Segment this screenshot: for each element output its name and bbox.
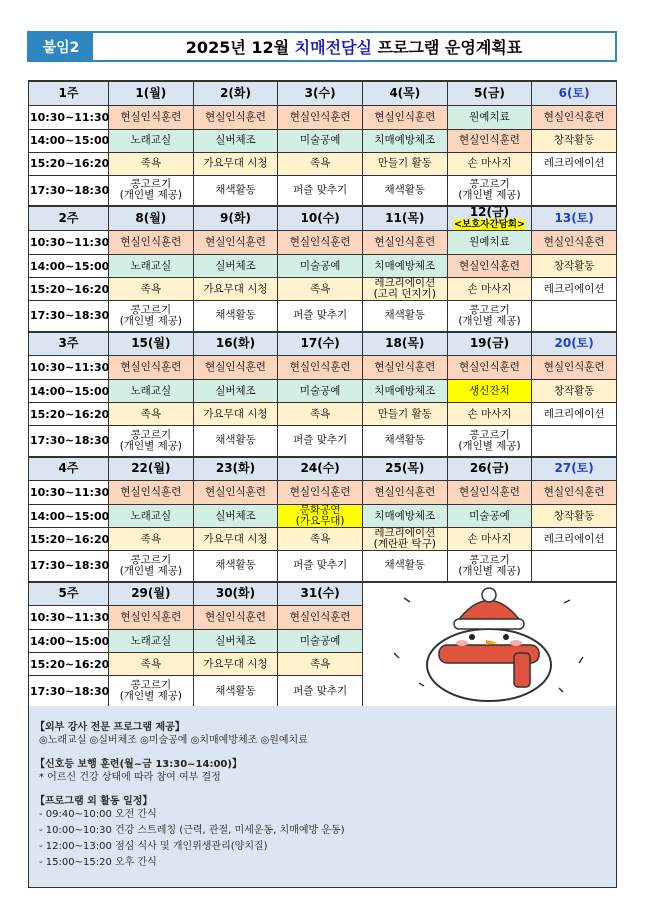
time-slot: 15:20~16:20: [29, 152, 109, 175]
activity-cell: 레크리에이션 (고리 던지기): [362, 278, 447, 301]
snowman-icon: [364, 583, 614, 703]
day-label: 24(수): [300, 461, 340, 476]
page-title: [93, 33, 615, 60]
table-row: [29, 505, 617, 528]
activity-cell: 현실인식훈련: [278, 105, 363, 129]
time-slot: 15:20~16:20: [29, 403, 109, 426]
activity-cell: 실버체조: [193, 505, 278, 528]
activity-cell: 현실인식훈련: [447, 255, 532, 278]
activity-cell: 현실인식훈련: [193, 606, 278, 630]
time-slot: 10:30~11:30: [29, 356, 109, 380]
day-label: 10(수): [300, 211, 340, 225]
day-header: [362, 206, 447, 231]
activity-cell: [532, 426, 617, 457]
attachment-tag: 붙임2: [29, 33, 93, 60]
activity-cell: 콩고르기 (개인별 제공): [109, 301, 194, 332]
activity-cell: 족욕: [278, 403, 363, 426]
activity-cell: 현실인식훈련: [362, 105, 447, 129]
activity-cell: 족욕: [278, 653, 363, 676]
day-label: 6(토): [558, 85, 590, 100]
week-label: 5주: [29, 582, 109, 606]
notes-line: - 10:00~10:30 건강 스트레칭 (근력, 관절, 미세운동, 치매예방 운동): [39, 825, 345, 836]
activity-cell: 창작활동: [532, 380, 617, 403]
day-label: 19(금): [469, 336, 510, 351]
activity-cell: [532, 175, 617, 206]
activity-cell: 현실인식훈련: [109, 105, 194, 129]
day-header: [278, 582, 363, 606]
table-row: [29, 301, 617, 332]
day-header: [362, 81, 447, 105]
activity-cell: 노래교실: [109, 505, 194, 528]
day-header: [362, 332, 447, 356]
activity-cell: 채색활동: [362, 301, 447, 332]
day-label: 3(수): [304, 85, 336, 100]
day-header: [278, 457, 363, 481]
activity-cell: 노래교실: [109, 630, 194, 653]
activity-cell: 문화공연 (가요무대): [278, 505, 363, 528]
day-label: 22(월): [131, 461, 171, 476]
day-label: 27(토): [554, 461, 594, 476]
activity-cell: 채색활동: [193, 301, 278, 332]
activity-cell: 가요무대 시청: [193, 403, 278, 426]
day-label: 18(목): [385, 336, 425, 351]
activity-cell: 콩고르기 (개인별 제공): [109, 551, 194, 582]
time-slot: 15:20~16:20: [29, 653, 109, 676]
day-label: 9(화): [220, 211, 251, 225]
day-label: 17(수): [300, 336, 340, 351]
activity-cell: 손 마사지: [447, 278, 532, 301]
day-header: [447, 457, 532, 481]
activity-cell: 가요무대 시청: [193, 653, 278, 676]
day-event-badge: <보호자간담회>: [453, 219, 525, 230]
activity-cell: 노래교실: [109, 380, 194, 403]
notes-line: - 09:40~10:00 오전 간식: [39, 809, 157, 820]
notes-heading: 【외부 강사 전문 프로그램 제공】: [35, 722, 185, 733]
day-header: [447, 206, 532, 231]
activity-cell: 현실인식훈련: [109, 481, 194, 505]
activity-cell: 족욕: [278, 278, 363, 301]
week-label: 2주: [29, 206, 109, 231]
day-header: [532, 332, 617, 356]
activity-cell: 퍼즐 맞추기: [278, 175, 363, 206]
activity-cell: 콩고르기 (개인별 제공): [447, 426, 532, 457]
day-header: [278, 81, 363, 105]
title-highlight: 치매전담실: [294, 38, 372, 57]
time-slot: 14:00~15:00: [29, 380, 109, 403]
activity-cell: 콩고르기 (개인별 제공): [109, 175, 194, 206]
activity-cell: 채색활동: [193, 676, 278, 707]
day-header: [109, 81, 194, 105]
activity-cell: 손 마사지: [447, 152, 532, 175]
day-label: 15(월): [131, 336, 171, 351]
activity-cell: 손 마사지: [447, 528, 532, 551]
title-bar: [27, 31, 617, 62]
day-label: 4(목): [389, 85, 421, 100]
time-slot: 10:30~11:30: [29, 231, 109, 255]
week-label: 4주: [29, 457, 109, 481]
time-slot: 10:30~11:30: [29, 481, 109, 505]
table-row: [29, 380, 617, 403]
time-slot: 14:00~15:00: [29, 505, 109, 528]
activity-cell: 생신잔치: [447, 380, 532, 403]
activity-cell: 족욕: [109, 653, 194, 676]
table-row: [29, 231, 617, 255]
activity-cell: 현실인식훈련: [532, 356, 617, 380]
table-row: [29, 356, 617, 380]
activity-cell: 퍼즐 맞추기: [278, 301, 363, 332]
activity-cell: 채색활동: [193, 426, 278, 457]
activity-cell: 채색활동: [193, 551, 278, 582]
activity-cell: 노래교실: [109, 255, 194, 278]
activity-cell: 족욕: [278, 152, 363, 175]
activity-cell: [532, 301, 617, 332]
time-slot: 14:00~15:00: [29, 255, 109, 278]
week-header-row: [29, 332, 617, 356]
activity-cell: 채색활동: [362, 175, 447, 206]
activity-cell: 실버체조: [193, 255, 278, 278]
activity-cell: 실버체조: [193, 380, 278, 403]
activity-cell: 현실인식훈련: [193, 356, 278, 380]
activity-cell: 손 마사지: [447, 403, 532, 426]
table-row: [29, 551, 617, 582]
week-label: 3주: [29, 332, 109, 356]
time-slot: 17:30~18:30: [29, 175, 109, 206]
day-label: 31(수): [300, 586, 340, 601]
activity-cell: 현실인식훈련: [532, 481, 617, 505]
activity-cell: 미술공예: [278, 380, 363, 403]
activity-cell: 족욕: [278, 528, 363, 551]
activity-cell: 미술공예: [278, 129, 363, 152]
activity-cell: 콩고르기 (개인별 제공): [109, 426, 194, 457]
table-row: [29, 426, 617, 457]
day-label: 20(토): [554, 336, 594, 351]
activity-cell: 미술공예: [278, 255, 363, 278]
day-label: 11(목): [385, 211, 425, 225]
day-label: 8(월): [135, 211, 167, 225]
table-row: [29, 403, 617, 426]
notes-line: ◎노래교실 ◎실버체조 ◎미술공예 ◎치매예방체조 ◎원예치료: [39, 735, 308, 746]
day-header: [193, 582, 278, 606]
day-label: 30(화): [215, 586, 256, 601]
week-header-row: [29, 206, 617, 231]
day-header: [278, 206, 363, 231]
notes-line: - 12:00~13:00 점심 식사 및 개인위생관리(양치질): [39, 841, 268, 852]
notes-heading: 【신호등 보행 훈련(월~금 13:30~14:00)】: [35, 759, 242, 770]
activity-cell: 채색활동: [193, 175, 278, 206]
day-header: [109, 206, 194, 231]
activity-cell: 치매예방체조: [362, 505, 447, 528]
day-header: [193, 332, 278, 356]
day-header: [109, 332, 194, 356]
day-header: [532, 206, 617, 231]
week-label: 1주: [29, 81, 109, 105]
day-header: [109, 582, 194, 606]
day-label: 23(화): [215, 461, 256, 476]
activity-cell: 원예치료: [447, 105, 532, 129]
activity-cell: 레크리에이션: [532, 152, 617, 175]
activity-cell: 채색활동: [362, 551, 447, 582]
activity-cell: 레크리에이션 (계란판 탁구): [362, 528, 447, 551]
notes-line: - 15:00~15:20 오후 간식: [39, 857, 157, 868]
activity-cell: 퍼즐 맞추기: [278, 676, 363, 707]
time-slot: 15:20~16:20: [29, 278, 109, 301]
activity-cell: 창작활동: [532, 505, 617, 528]
day-header: [447, 81, 532, 105]
activity-cell: 가요무대 시청: [193, 278, 278, 301]
activity-cell: 현실인식훈련: [278, 231, 363, 255]
snowman-illustration: [362, 582, 616, 707]
day-label: 25(목): [385, 461, 425, 476]
table-row: [29, 278, 617, 301]
time-slot: 10:30~11:30: [29, 606, 109, 630]
activity-cell: 현실인식훈련: [447, 481, 532, 505]
activity-cell: 콩고르기 (개인별 제공): [447, 551, 532, 582]
activity-cell: 퍼즐 맞추기: [278, 551, 363, 582]
activity-cell: 레크리에이션: [532, 403, 617, 426]
activity-cell: 족욕: [109, 278, 194, 301]
activity-cell: 현실인식훈련: [193, 231, 278, 255]
time-slot: 14:00~15:00: [29, 129, 109, 152]
activity-cell: 현실인식훈련: [193, 481, 278, 505]
time-slot: 15:20~16:20: [29, 528, 109, 551]
activity-cell: 미술공예: [447, 505, 532, 528]
activity-cell: 현실인식훈련: [447, 356, 532, 380]
activity-cell: 만들기 활동: [362, 403, 447, 426]
activity-cell: 현실인식훈련: [109, 356, 194, 380]
table-row: [29, 152, 617, 175]
day-label: 29(월): [131, 586, 171, 601]
time-slot: 14:00~15:00: [29, 630, 109, 653]
day-label: 12(금): [469, 205, 510, 219]
table-row: [29, 528, 617, 551]
table-row: [29, 129, 617, 152]
day-label: 1(월): [135, 85, 167, 100]
activity-cell: 치매예방체조: [362, 255, 447, 278]
day-label: 5(금): [473, 85, 505, 100]
day-label: 13(토): [554, 211, 594, 225]
time-slot: 17:30~18:30: [29, 551, 109, 582]
activity-cell: 창작활동: [532, 255, 617, 278]
activity-cell: 치매예방체조: [362, 380, 447, 403]
activity-cell: 현실인식훈련: [193, 105, 278, 129]
day-label: 16(화): [215, 336, 256, 351]
time-slot: 17:30~18:30: [29, 426, 109, 457]
time-slot: 17:30~18:30: [29, 676, 109, 707]
activity-cell: 콩고르기 (개인별 제공): [447, 301, 532, 332]
activity-cell: 창작활동: [532, 129, 617, 152]
activity-cell: 미술공예: [278, 630, 363, 653]
title-suffix: 프로그램 운영계획표: [371, 38, 523, 57]
week-header-row: [29, 582, 617, 606]
activity-cell: 현실인식훈련: [532, 105, 617, 129]
notes-heading: 【프로그램 외 활동 일정】: [35, 796, 153, 807]
activity-cell: [532, 551, 617, 582]
activity-cell: 실버체조: [193, 630, 278, 653]
day-header: [278, 332, 363, 356]
activity-cell: 현실인식훈련: [362, 231, 447, 255]
day-header: [532, 81, 617, 105]
activity-cell: 치매예방체조: [362, 129, 447, 152]
activity-cell: 현실인식훈련: [109, 231, 194, 255]
activity-cell: 현실인식훈련: [109, 606, 194, 630]
day-header: [109, 457, 194, 481]
table-row: [29, 105, 617, 129]
activity-cell: 가요무대 시청: [193, 528, 278, 551]
day-header: [447, 332, 532, 356]
activity-cell: 족욕: [109, 152, 194, 175]
title-prefix: 2025년 12월: [185, 38, 295, 57]
activity-cell: 채색활동: [362, 426, 447, 457]
activity-cell: 현실인식훈련: [278, 481, 363, 505]
activity-cell: 현실인식훈련: [362, 356, 447, 380]
table-row: [29, 255, 617, 278]
activity-cell: 레크리에이션: [532, 528, 617, 551]
activity-cell: 실버체조: [193, 129, 278, 152]
activity-cell: 콩고르기 (개인별 제공): [447, 175, 532, 206]
activity-cell: 현실인식훈련: [362, 481, 447, 505]
activity-cell: 족욕: [109, 528, 194, 551]
day-header: [193, 81, 278, 105]
week-header-row: [29, 81, 617, 105]
activity-cell: 현실인식훈련: [532, 231, 617, 255]
activity-cell: 가요무대 시청: [193, 152, 278, 175]
activity-cell: 만들기 활동: [362, 152, 447, 175]
notes-section: [28, 706, 617, 888]
day-header: [193, 457, 278, 481]
table-row: [29, 481, 617, 505]
day-label: 26(금): [469, 461, 510, 476]
day-header: [362, 457, 447, 481]
day-label: 2(화): [220, 85, 251, 100]
activity-cell: 원예치료: [447, 231, 532, 255]
time-slot: 10:30~11:30: [29, 105, 109, 129]
notes-line: * 어르신 건강 상태에 따라 참여 여부 결정: [39, 772, 221, 783]
activity-cell: 콩고르기 (개인별 제공): [109, 676, 194, 707]
schedule-table: [28, 80, 617, 707]
day-header: [193, 206, 278, 231]
activity-cell: 족욕: [109, 403, 194, 426]
activity-cell: 현실인식훈련: [278, 606, 363, 630]
activity-cell: 퍼즐 맞추기: [278, 426, 363, 457]
activity-cell: 현실인식훈련: [447, 129, 532, 152]
day-header: [532, 457, 617, 481]
table-row: [29, 175, 617, 206]
week-header-row: [29, 457, 617, 481]
activity-cell: 노래교실: [109, 129, 194, 152]
activity-cell: 현실인식훈련: [278, 356, 363, 380]
time-slot: 17:30~18:30: [29, 301, 109, 332]
activity-cell: 레크리에이션: [532, 278, 617, 301]
